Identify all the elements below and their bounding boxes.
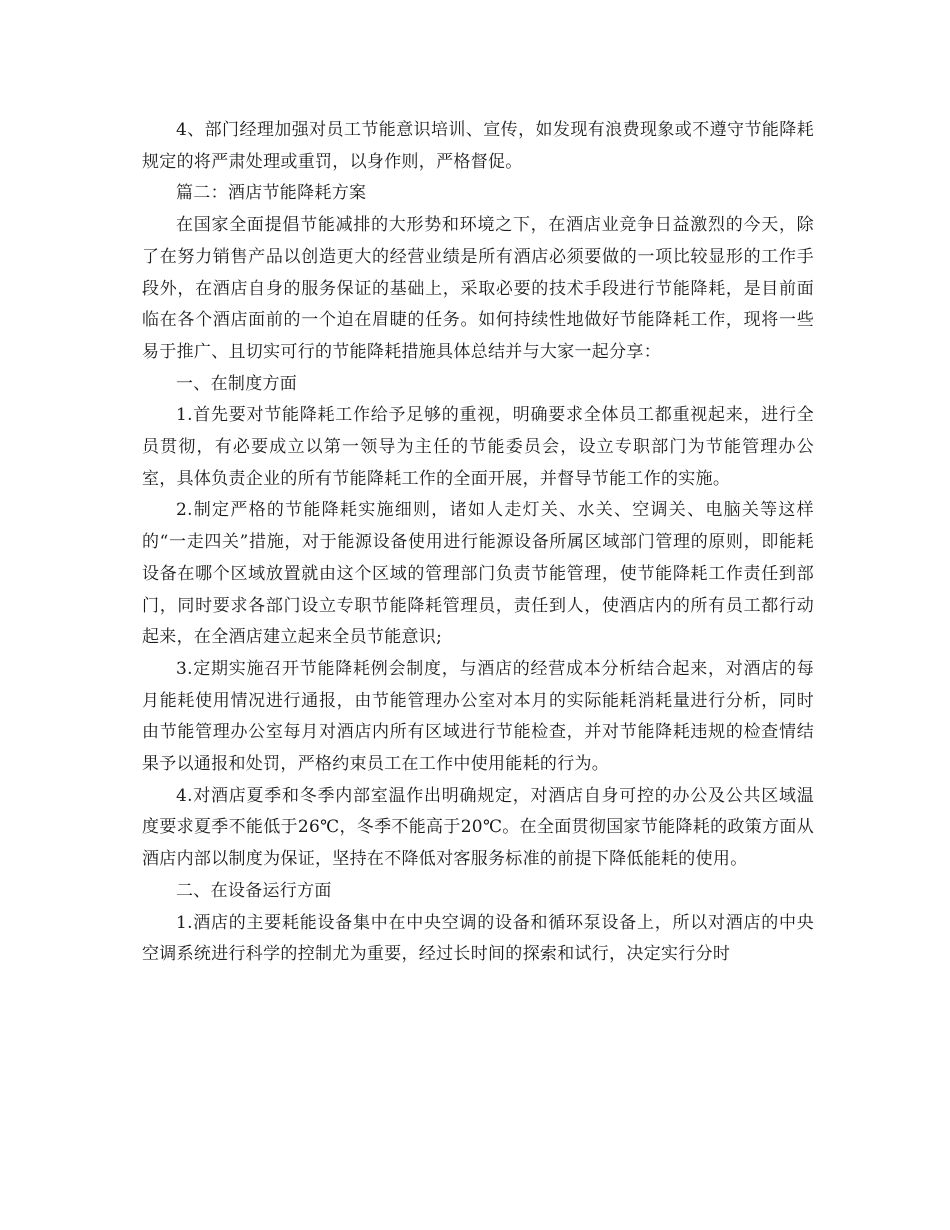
section-title-part-two: 篇二：酒店节能降耗方案	[176, 183, 367, 204]
paragraph-equipment-1: 1.酒店的主要耗能设备集中在中央空调的设备和循环泵设备上，所以对酒店的中央空调系统进行科学的控制尤为重要，经过长时间的探索和试行，决定实行分时	[142, 912, 814, 965]
section-heading-system: 一、在制度方面	[176, 373, 298, 394]
paragraph-system-4: 4.对酒店夏季和冬季内部室温作出明确规定，对酒店自身可控的办公及公共区域温度要求夏季不能低于26℃，冬季不能高于20℃。在全面贯彻国家节能降耗的政策方面从酒店内部以制度为保证，坚持在不降低对客服务标准的前提下降低能耗的使用。	[142, 785, 814, 870]
paragraph-system-3: 3.定期实施召开节能降耗例会制度，与酒店的经营成本分析结合起来，对酒店的每月能耗使用情况进行通报，由节能管理办公室对本月的实际能耗消耗量进行分析，同时由节能管理办公室每月对酒店内所有区域进行节能检查，并对节能降耗违规的检查情结果予以通报和处罚，严格约束员工在工作中使用能耗的行为。	[142, 658, 814, 775]
document-body	[142, 115, 814, 971]
paragraph-1: 4、部门经理加强对员工节能意识培训、宣传，如发现有浪费现象或不遵守节能降耗规定的将严肃处理或重罚，以身作则，严格督促。	[142, 120, 814, 172]
paragraph-intro: 在国家全面提倡节能减排的大形势和环境之下，在酒店业竞争日益激烈的今天，除了在努力销售产品以创造更大的经营业绩是所有酒店必须要做的一项比较显形的工作手段外，在酒店自身的服务保证的基础上，采取必要的技术手段进行节能降耗，是目前面临在各个酒店面前的一个迫在眉睫的任务。如何持续性地做好节能降耗工作，现将一些易于推广、且切实可行的节能降耗措施具体总结并与大家一起分享：	[142, 215, 814, 362]
section-heading-equipment: 二、在设备运行方面	[176, 880, 332, 901]
paragraph-system-1: 1.首先要对节能降耗工作给予足够的重视，明确要求全体员工都重视起来，进行全员贯彻，有必要成立以第一领导为主任的节能委员会，设立专职部门为节能管理办公室，具体负责企业的所有节能降耗工作的全面开展，并督导节能工作的实施。	[142, 405, 814, 489]
paragraph-system-2: 2.制定严格的节能降耗实施细则，诸如人走灯关、水关、空调关、电脑关等这样的“一走四关”措施，对于能源设备使用进行能源设备所属区域部门管理的原则，即能耗设备在哪个区域放置就由这个区域的管理部门负责节能管理，使节能降耗工作责任到部门，同时要求各部门设立专职节能降耗管理员，责任到人，使酒店内的所有员工都行动起来，在全酒店建立起来全员节能意识;	[142, 500, 814, 648]
